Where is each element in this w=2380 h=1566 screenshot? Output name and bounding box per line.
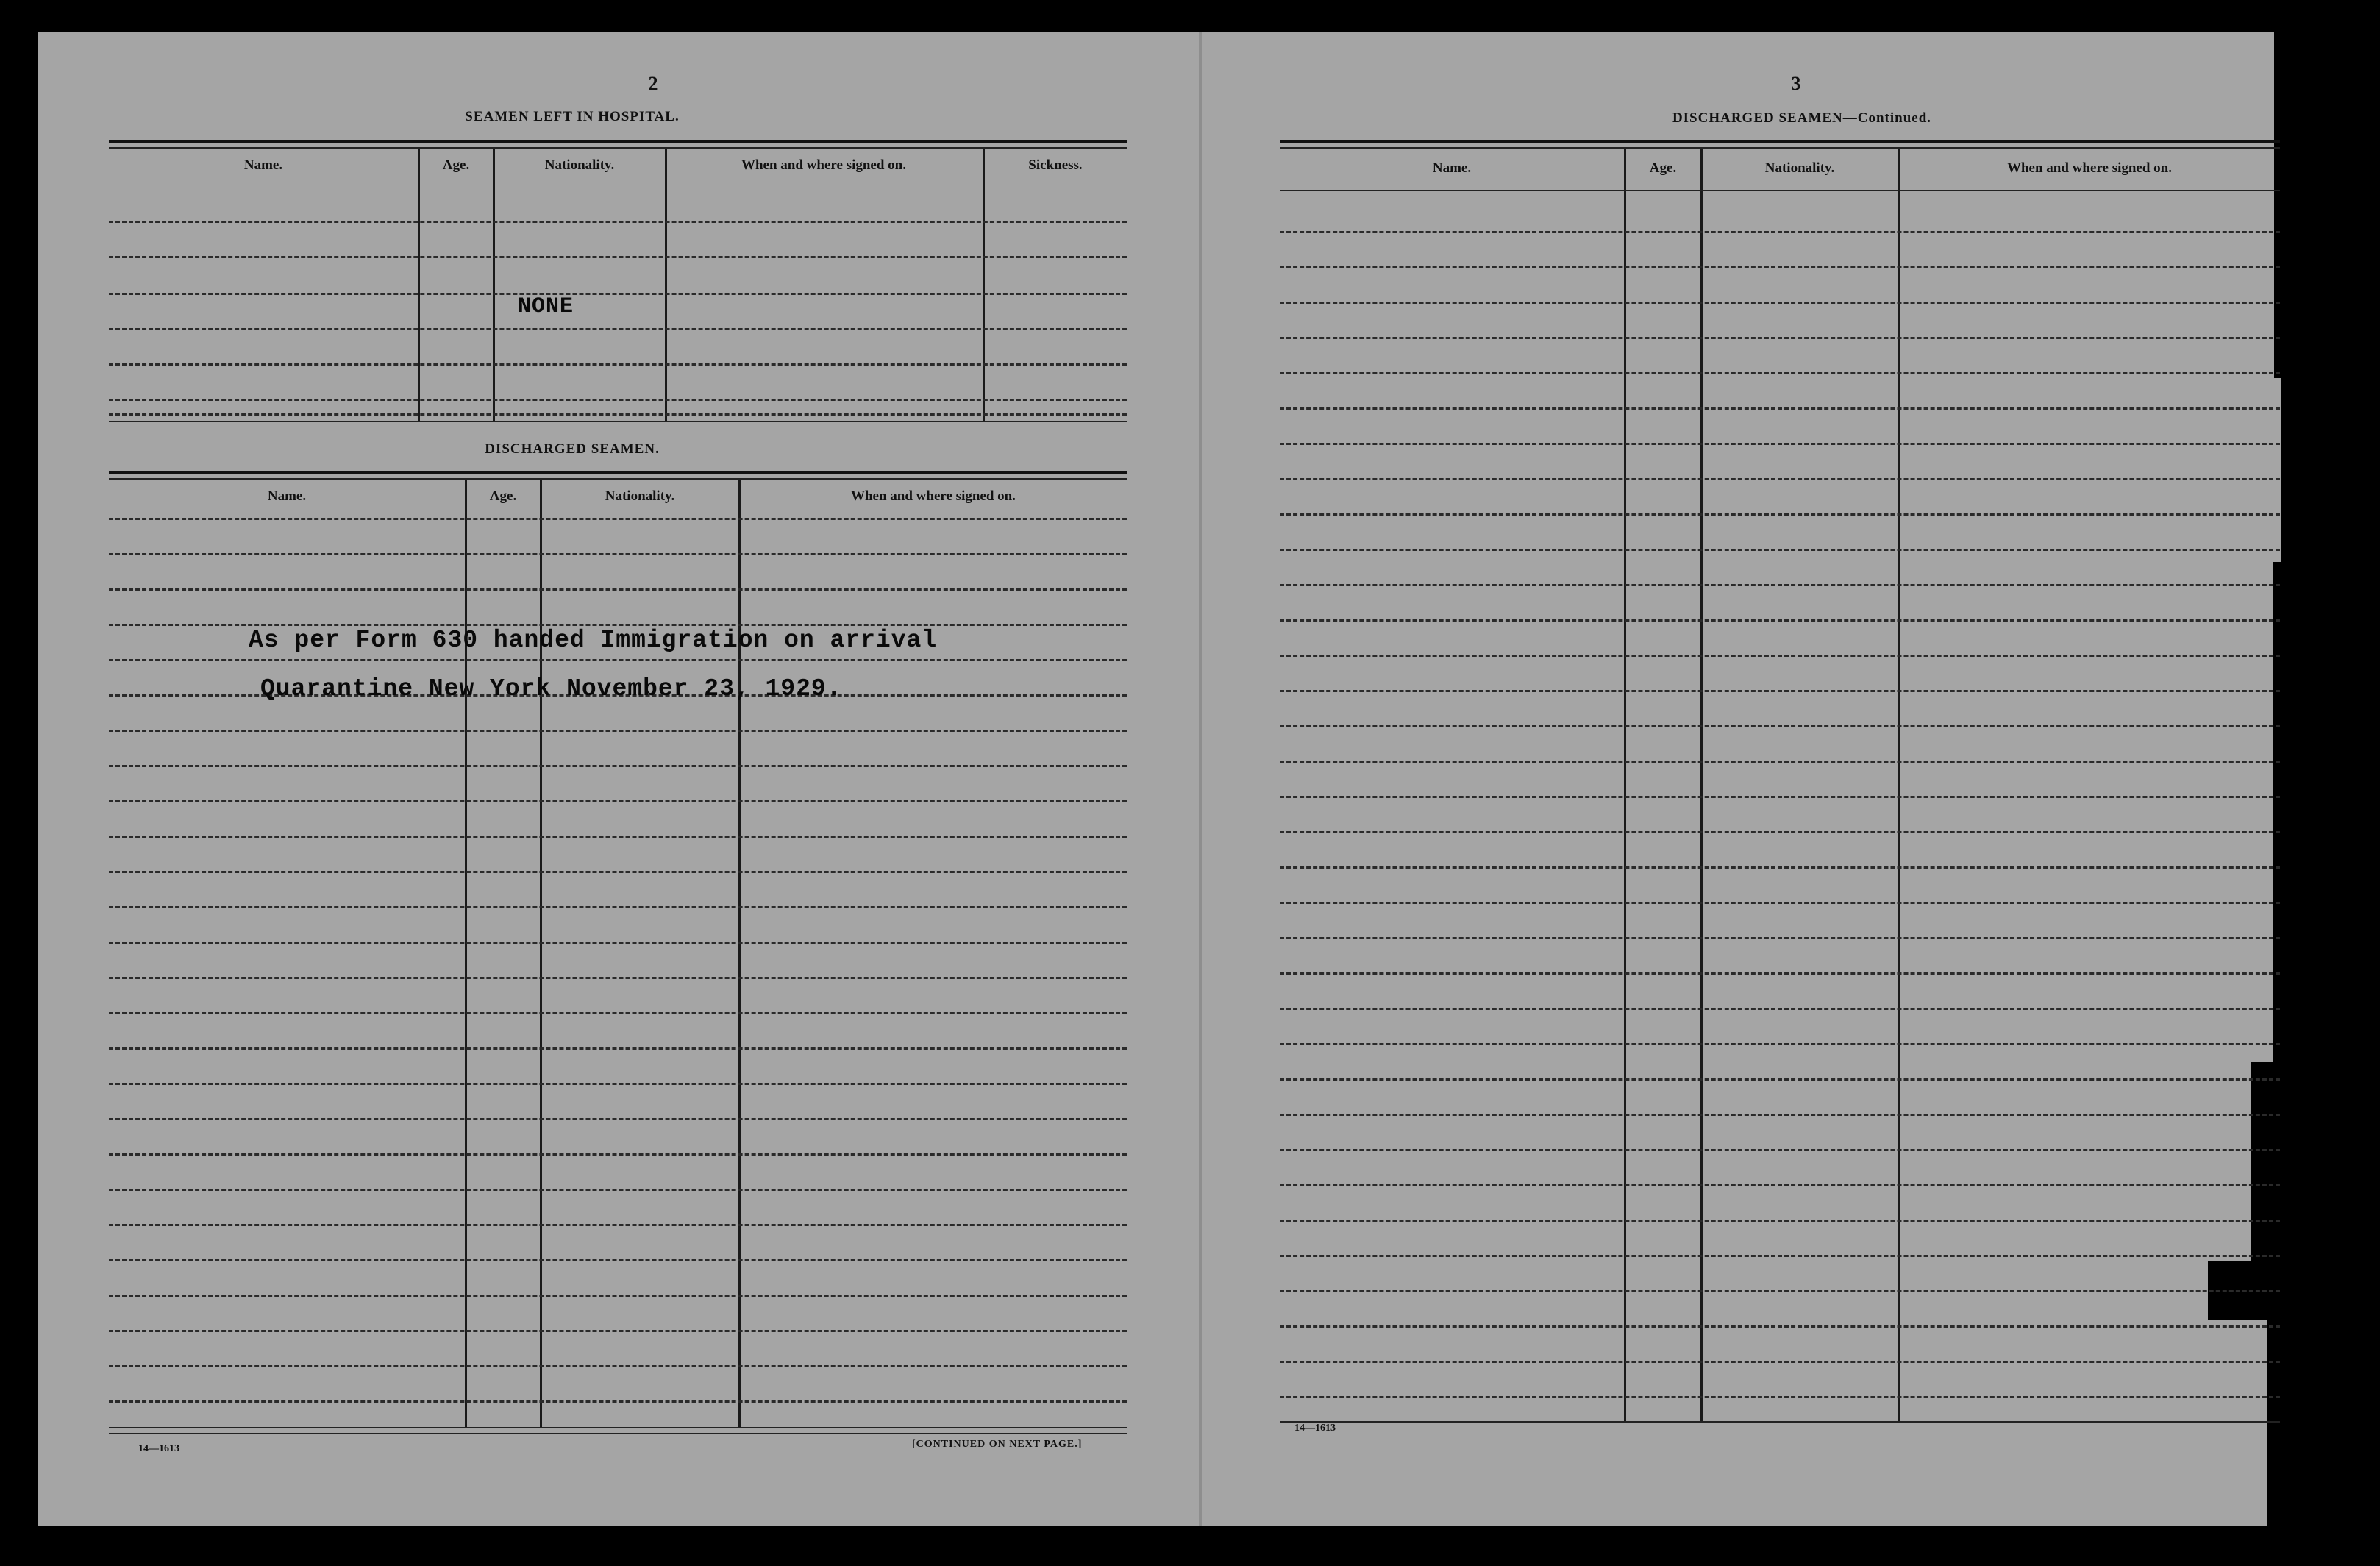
column-header-name: Name. xyxy=(267,488,307,504)
typed-entry-line-2: Quarantine New York November 23, 1929. xyxy=(260,675,842,702)
form-code: 14—1613 xyxy=(138,1443,179,1454)
hospital-section-title: SEAMEN LEFT IN HOSPITAL. xyxy=(465,109,680,124)
hospital-entry: NONE xyxy=(518,294,574,319)
page-number: 3 xyxy=(1791,73,1801,94)
column-header-age: Age. xyxy=(489,488,517,504)
column-header-sickness: Sickness. xyxy=(1028,157,1083,173)
column-header-age: Age. xyxy=(442,157,470,173)
column-header-signed-on: When and where signed on. xyxy=(850,488,1016,504)
page-fold xyxy=(1199,32,1202,1526)
page-number: 2 xyxy=(648,73,658,94)
right-page xyxy=(1280,32,2289,1526)
left-page xyxy=(109,32,1162,1526)
discharged-continued-title: DISCHARGED SEAMEN—Continued. xyxy=(1672,110,1932,126)
column-header-nationality: Nationality. xyxy=(1764,160,1835,176)
column-header-signed-on: When and where signed on. xyxy=(741,157,906,173)
column-header-nationality: Nationality. xyxy=(544,157,615,173)
hospital-table xyxy=(109,140,1127,449)
continued-note: [CONTINUED ON NEXT PAGE.] xyxy=(912,1439,1083,1450)
form-code: 14—1613 xyxy=(1294,1423,1336,1434)
discharged-section-title: DISCHARGED SEAMEN. xyxy=(485,441,660,457)
column-header-signed-on: When and where signed on. xyxy=(2006,160,2172,176)
discharged-table xyxy=(109,471,1127,1486)
column-header-nationality: Nationality. xyxy=(605,488,675,504)
column-header-name: Name. xyxy=(243,157,283,173)
column-header-age: Age. xyxy=(1649,160,1677,176)
typed-entry-line-1: As per Form 630 handed Immigration on arrival xyxy=(249,627,938,654)
document-paper xyxy=(38,32,2289,1526)
discharged-continued-table xyxy=(1280,140,2280,1464)
column-header-name: Name. xyxy=(1432,160,1472,176)
